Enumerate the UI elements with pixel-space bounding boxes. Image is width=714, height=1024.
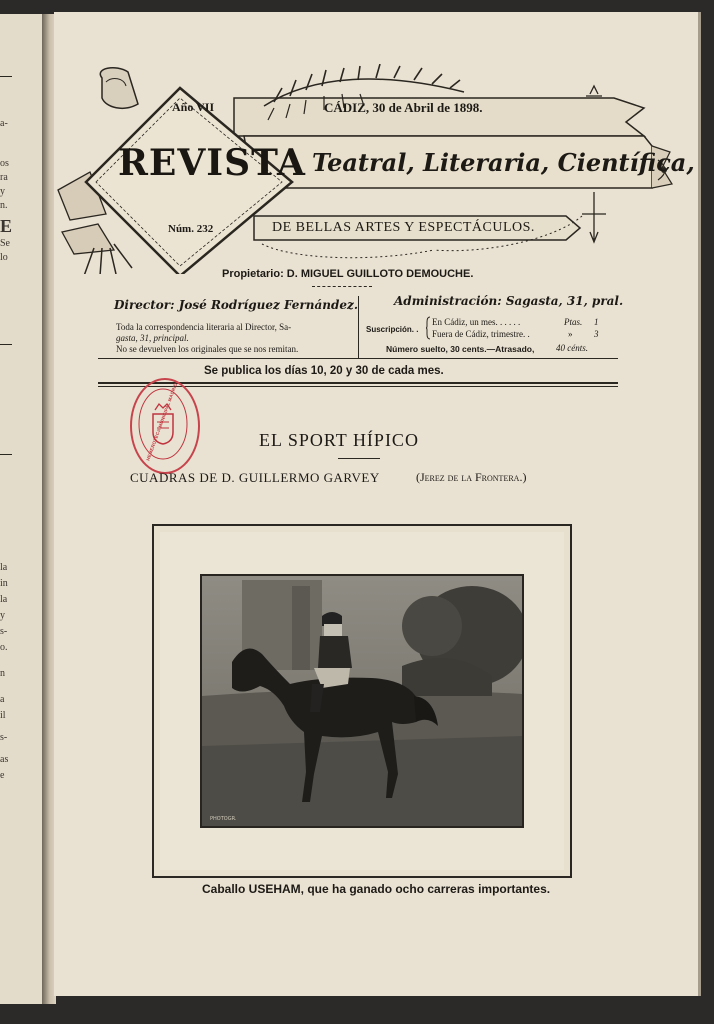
magazine-page bbox=[54, 12, 701, 996]
correspondence-note: No se devuelven los originales que se nos remitan. bbox=[116, 344, 299, 354]
owner-underline bbox=[312, 286, 372, 288]
page-text-fragment: os bbox=[0, 158, 9, 169]
single-issue-price: Número suelto, 30 cents.—Atrasado, bbox=[386, 344, 535, 354]
page-rule bbox=[0, 76, 12, 77]
page-text-fragment: il bbox=[0, 710, 6, 721]
stamp-text: HEMEROTECA MUNICIPAL MADRID bbox=[145, 382, 179, 462]
magazine-title: REVISTA bbox=[118, 142, 306, 184]
page-text-fragment: in bbox=[0, 578, 8, 589]
issue-date: CÁDIZ, 30 de Abril de 1898. bbox=[324, 100, 483, 115]
page-text-fragment: y bbox=[0, 186, 5, 197]
horse-photograph bbox=[200, 574, 524, 828]
horse-photo-image bbox=[202, 576, 522, 826]
svg-text:PHOTOGR.: PHOTOGR. bbox=[210, 816, 237, 822]
correspondence-note: Toda la correspondencia literaria al Director, Sa- bbox=[116, 322, 292, 332]
magazine-subtitle: Teatral, Literaria, Científica, bbox=[312, 148, 695, 177]
article-location: (Jerez de la Frontera.) bbox=[416, 470, 527, 484]
subscription-brace bbox=[426, 316, 432, 340]
page-text-fragment: s- bbox=[0, 626, 8, 637]
director-line: Director: José Rodríguez Fernández. bbox=[114, 298, 359, 312]
photo-caption: Caballo USEHAM, que ha ganado ocho carreras importantes. bbox=[202, 882, 551, 896]
page-text-fragment: as bbox=[0, 754, 9, 765]
masthead-rule bbox=[98, 358, 618, 359]
page-text-fragment: ra bbox=[0, 172, 8, 183]
page-text-fragment: o. bbox=[0, 642, 8, 653]
year-label: Año VII bbox=[172, 100, 215, 114]
subscription-outside-mark: » bbox=[568, 329, 573, 339]
page-text-fragment: a- bbox=[0, 118, 8, 129]
subscription-cadiz-currency: Ptas. bbox=[564, 317, 583, 327]
magazine-subtitle-2: DE BELLAS ARTES Y ESPECTÁCULOS. bbox=[272, 220, 535, 235]
administration-line: Administración: Sagasta, 31, pral. bbox=[394, 294, 624, 308]
page-text-fragment: n bbox=[0, 668, 5, 679]
page-text-fragment: la bbox=[0, 594, 8, 605]
subscription-cadiz: En Cádiz, un mes. . . . . . bbox=[432, 317, 521, 327]
page-rule bbox=[0, 344, 12, 345]
correspondence-note: gasta, 31, principal. bbox=[116, 333, 189, 343]
page-rule bbox=[0, 454, 12, 455]
subscription-label: Suscripción. . bbox=[366, 325, 419, 334]
page-text-fragment: Se bbox=[0, 238, 10, 249]
article-title: EL SPORT HÍPICO bbox=[259, 430, 419, 450]
subscription-cadiz-price: 1 bbox=[594, 317, 599, 327]
page-text-fragment: n. bbox=[0, 200, 8, 211]
previous-page-edge bbox=[0, 14, 44, 1004]
issue-number: Núm. 232 bbox=[168, 223, 214, 235]
page-text-fragment: la bbox=[0, 562, 8, 573]
page-text-fragment: a bbox=[0, 694, 5, 705]
library-stamp bbox=[130, 378, 200, 474]
photo-frame bbox=[152, 524, 572, 878]
article-subtitle: CUADRAS DE D. GUILLERMO GARVEY bbox=[130, 470, 380, 485]
page-text-fragment: e bbox=[0, 770, 5, 781]
owner-line: Propietario: D. MIGUEL GUILLOTO DEMOUCHE. bbox=[222, 268, 474, 280]
column-divider bbox=[358, 296, 359, 358]
page-text-fragment: y bbox=[0, 610, 5, 621]
subscription-outside: Fuera de Cádiz, trimestre. . bbox=[432, 329, 530, 339]
page-text-fragment: lo bbox=[0, 252, 8, 263]
publication-schedule: Se publica los días 10, 20 y 30 de cada mes. bbox=[204, 365, 444, 377]
title-underline bbox=[338, 458, 380, 459]
page-text-fragment: E bbox=[0, 216, 13, 236]
page-text-fragment: s- bbox=[0, 732, 8, 743]
back-issue-price: 40 cénts. bbox=[556, 343, 588, 353]
subscription-outside-price: 3 bbox=[594, 329, 599, 339]
